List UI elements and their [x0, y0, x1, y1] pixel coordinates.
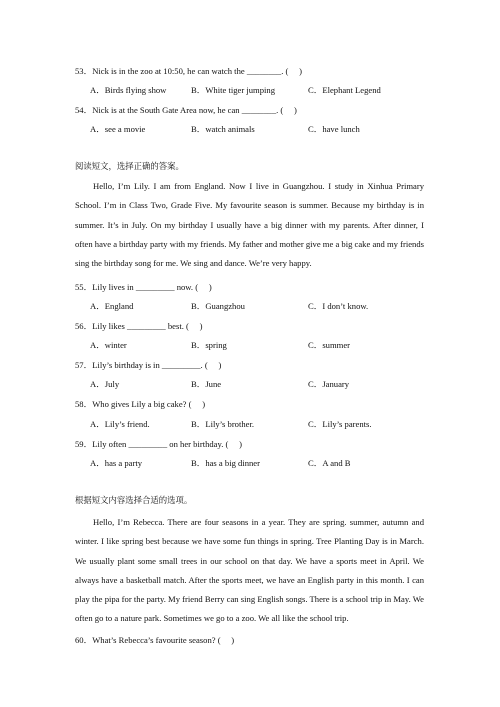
question-53-option-c[interactable]: C．Elephant Legend	[308, 85, 381, 95]
section-2-heading: 根据短文内容选择合适的选项。	[75, 495, 193, 505]
question-58-option-b[interactable]: B．Lily’s brother.	[191, 419, 255, 429]
question-55-stem: 55．Lily lives in _________ now. ( )	[75, 282, 212, 292]
question-57-option-b[interactable]: B．June	[191, 379, 222, 389]
question-58-option-a[interactable]: A．Lily’s friend.	[90, 419, 150, 429]
question-56-option-c[interactable]: C．summer	[308, 340, 351, 350]
question-57-options	[90, 378, 470, 390]
question-58-stem: 58．Who gives Lily a big cake? ( )	[75, 399, 206, 409]
question-55-option-a[interactable]: A．England	[90, 301, 134, 311]
question-59-option-b[interactable]: B．has a big dinner	[191, 458, 260, 468]
question-54-option-b[interactable]: B．watch animals	[191, 124, 255, 134]
question-53-option-b[interactable]: B．White tiger jumping	[191, 85, 276, 95]
question-57-option-c[interactable]: C．January	[308, 379, 350, 389]
question-58-option-c[interactable]: C．Lily’s parents.	[308, 419, 372, 429]
question-54-option-a[interactable]: A．see a movie	[90, 124, 146, 134]
question-59-stem: 59．Lily often _________ on her birthday. ( )	[75, 439, 242, 449]
question-53-options	[90, 84, 470, 96]
question-56-option-a[interactable]: A．winter	[90, 340, 127, 350]
question-54-option-c[interactable]: C．have lunch	[308, 124, 360, 134]
question-59-options	[90, 457, 470, 469]
question-57-stem: 57．Lily’s birthday is in _________. ( )	[75, 360, 222, 370]
question-60-stem: 60．What’s Rebecca’s favourite season? ( )	[75, 635, 235, 645]
question-59-option-c[interactable]: C．A and B	[308, 458, 351, 468]
question-54-options	[90, 123, 470, 135]
question-59-option-a[interactable]: A．has a party	[90, 458, 143, 468]
question-55-option-c[interactable]: C．I don’t know.	[308, 301, 369, 311]
question-57-option-a[interactable]: A．July	[90, 379, 120, 389]
question-53-option-a[interactable]: A．Birds flying show	[90, 85, 167, 95]
section-1-heading: 阅读短文，选择正确的答案。	[75, 161, 184, 171]
question-56-stem: 56．Lily likes _________ best. ( )	[75, 321, 203, 331]
question-56-option-b[interactable]: B．spring	[191, 340, 227, 350]
question-55-option-b[interactable]: B．Guangzhou	[191, 301, 245, 311]
question-54-stem: 54．Nick is at the South Gate Area now, he can ________. ( )	[75, 105, 297, 115]
question-56-options	[90, 339, 470, 351]
section-1-passage: Hello, I’m Lily. I am from England. Now I live in Guangzhou. I study in Xinhua Primary School. I’m in Class Two, Grade Five. My favourite season is summer. Because my birthday is in summer. It’s in July. On my birthday I usually have a big dinner with my parents. After dinner, I often have a birthday party with my friends. My father and mother give me a big cake and my friends sing the birthday song for me. We sing and dance. We’re very happy.	[75, 181, 424, 269]
question-55-options	[90, 300, 470, 312]
question-53-stem: 53．Nick is in the zoo at 10:50, he can watch the ________. ( )	[75, 66, 302, 76]
question-58-options	[90, 418, 470, 430]
section-2-passage: Hello, I’m Rebecca. There are four seasons in a year. They are spring. summer, autumn and winter. I like spring best because we have some fun things in spring. Tree Planting Day is in March. We usually plant some small trees in our school on that day. We have a sports meet in April. We always have a basketball match. After the sports meet, we have an English party in this month. I can play the pipa for the party. My friend Berry can sing English songs. There is a school trip in May. We often go to a nature park. Sometimes we go to a zoo. We all like the school trip.	[75, 517, 424, 624]
